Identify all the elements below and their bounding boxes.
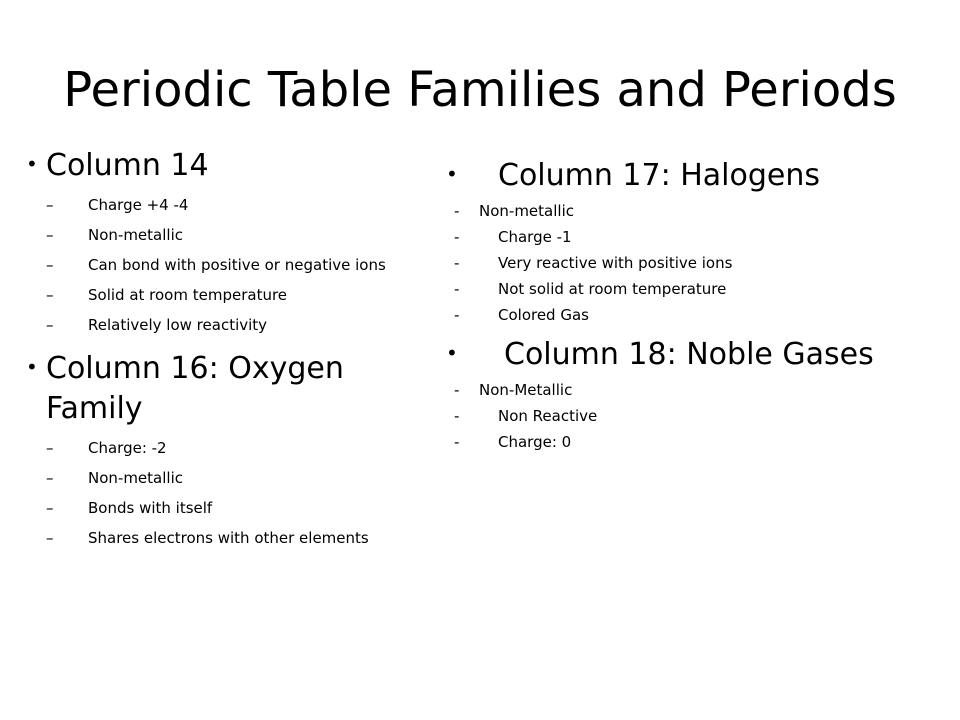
list-item [446,202,946,221]
list-item [26,196,426,215]
list-item-text: Non-metallic [88,226,183,244]
bullet-icon: • [446,162,458,186]
dash-icon: – [46,529,54,547]
section-heading-row [26,146,426,186]
list-item-text: Not solid at room temperature [498,280,727,298]
bullet-icon: • [446,341,458,365]
section-heading: Column 17: Halogens [498,158,821,193]
dash-icon: – [46,316,54,334]
list-item-text: Charge -1 [498,228,572,246]
list-item-text: Can bond with positive or negative ions [88,256,386,274]
list-item-text: Colored Gas [498,306,589,324]
list-item [446,280,946,299]
right-column [446,156,946,462]
list-item [26,499,426,518]
list-item-text: Shares electrons with other elements [88,529,369,547]
dash-icon: – [46,256,54,274]
list-item [26,256,426,275]
list-item [26,286,426,305]
section-heading: Column 18: Noble Gases [504,337,874,372]
list-item [446,407,946,426]
section-column-14 [26,146,426,335]
list-item-text: Non Reactive [498,407,598,425]
section-heading: Column 16: Oxygen Family [46,351,344,426]
section-heading-row [446,335,946,375]
list-item [446,254,946,273]
sub-list [446,202,946,325]
bullet-icon: • [26,152,38,176]
dash-icon: – [46,469,54,487]
list-item [446,228,946,247]
list-item-text: Bonds with itself [88,499,213,517]
hyphen-icon: - [454,202,460,220]
sub-list [26,439,426,548]
section-heading: Column 14 [46,148,209,183]
list-item [446,433,946,452]
list-item-text: Non-metallic [479,202,574,220]
sub-list [26,196,426,335]
hyphen-icon: - [454,381,460,399]
list-item-text: Relatively low reactivity [88,316,268,334]
list-item-text: Very reactive with positive ions [498,254,733,272]
slide-title: Periodic Table Families and Periods [63,62,897,118]
hyphen-icon: - [454,228,460,246]
list-item-text: Charge: -2 [88,439,167,457]
dash-icon: – [46,226,54,244]
list-item [26,529,426,548]
list-item-text: Solid at room temperature [88,286,288,304]
list-item [446,381,946,400]
list-item [26,226,426,245]
list-item [26,439,426,458]
list-item-text: Non-metallic [88,469,183,487]
bullet-icon: • [26,355,38,379]
list-item-text: Non-Metallic [479,381,573,399]
section-column-18 [446,335,946,452]
hyphen-icon: - [454,280,460,298]
section-column-16 [26,349,426,548]
list-item [26,316,426,335]
hyphen-icon: - [454,306,460,324]
section-heading-row [446,156,946,196]
hyphen-icon: - [454,407,460,425]
section-column-17 [446,156,946,325]
left-column [26,146,426,562]
list-item [26,469,426,488]
sub-list [446,381,946,452]
hyphen-icon: - [454,254,460,272]
dash-icon: – [46,286,54,304]
list-item-text: Charge +4 -4 [88,196,189,214]
section-heading-row [26,349,426,429]
hyphen-icon: - [454,433,460,451]
list-item [446,306,946,325]
list-item-text: Charge: 0 [498,433,572,451]
dash-icon: – [46,439,54,457]
dash-icon: – [46,499,54,517]
dash-icon: – [46,196,54,214]
